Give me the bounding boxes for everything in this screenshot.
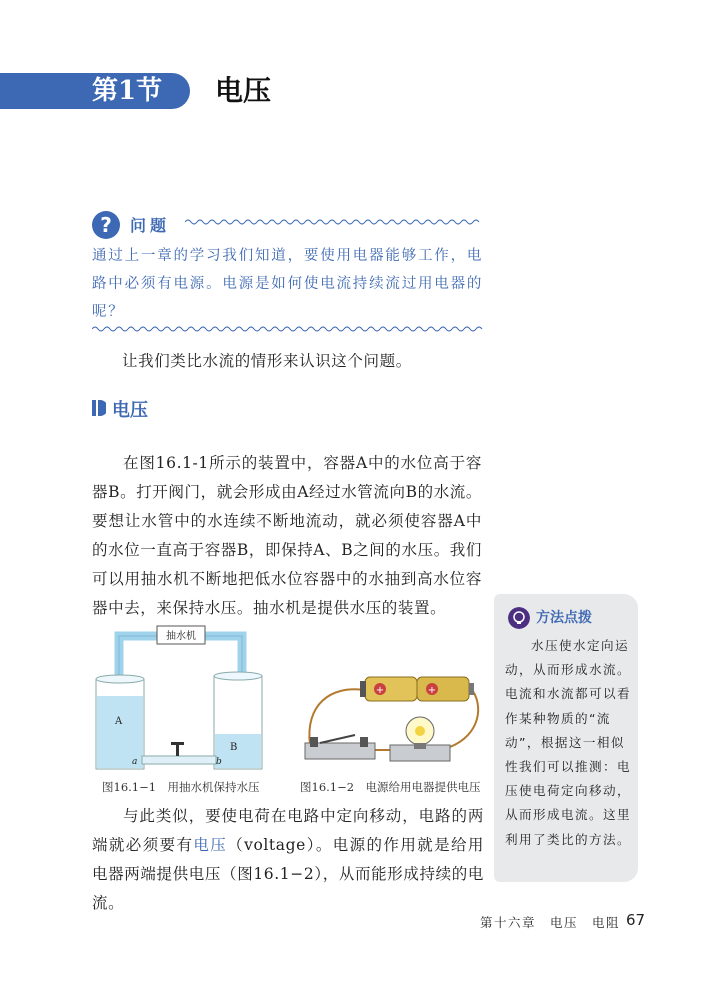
- bottom-paragraph-part1: 与此类似，要使电荷在电路中定向移动，电路的两端就必须要有: [92, 807, 484, 854]
- section-marker-icon: [92, 400, 106, 416]
- wavy-divider-bottom: [92, 324, 484, 334]
- svg-text:+: +: [427, 685, 437, 696]
- intro-sentence: 让我们类比水流的情形来认识这个问题。: [122, 352, 412, 370]
- question-icon: ?: [92, 211, 120, 239]
- container-a-label: A: [115, 716, 123, 727]
- section-label: 第1节: [92, 76, 163, 106]
- main-paragraph: 在图16.1-1所示的装置中，容器A中的水位高于容器B。打开阀门，就会形成由A经过水管流向B的水流。要想让水管中的水连续不断地流动，就必须使容器A中的水位一直高于容器B，即保持A、B之间的水压。我们可以用抽水机不断地把低水位容器中的水抽到高水位容器中去，来保持水压。抽水机是提供水压的装置。: [92, 454, 482, 617]
- page-number: 67: [626, 911, 646, 929]
- figure2-caption: 图16.1−2 电源给用电器提供电压: [300, 780, 481, 794]
- figure-water-pump: [92, 624, 272, 774]
- lightbulb-icon: [508, 607, 530, 629]
- figure1-caption: 图16.1−1 用抽水机保持水压: [102, 780, 260, 794]
- method-tip-title: 方法点拨: [536, 610, 592, 626]
- section-heading: 电压: [112, 400, 148, 421]
- svg-text:+: +: [375, 685, 385, 696]
- figure-circuit: [290, 665, 490, 773]
- pump-label: 抽水机: [166, 631, 196, 642]
- page-title: 电压: [215, 74, 272, 107]
- bottom-paragraph-part2: （voltage）。电源的作用就是给用电器两端提供电压（图16.1−2），从而能形成持续的电流。: [92, 836, 485, 912]
- container-b-label: B: [230, 742, 238, 753]
- term-voltage: 电压: [193, 836, 228, 854]
- question-title: 问题: [130, 216, 171, 235]
- label-b-small: b: [216, 757, 222, 767]
- method-tip-body: 水压使水定向运动，从而形成水流。电流和水流都可以看作某种物质的“流动”，根据这一相似性我们可以推测：电压使电荷定向移动，从而形成电流。这里利用了类比的方法。: [505, 638, 631, 847]
- footer-chapter: 第十六章 电压 电阻: [480, 915, 621, 930]
- bottom-paragraph: [92, 802, 484, 918]
- label-a-small: a: [132, 757, 138, 767]
- wavy-divider-top: [185, 217, 480, 227]
- question-body: 通过上一章的学习我们知道，要使用电器能够工作，电路中必须有电源。电源是如何使电流持续流过用电器的呢？: [92, 248, 484, 320]
